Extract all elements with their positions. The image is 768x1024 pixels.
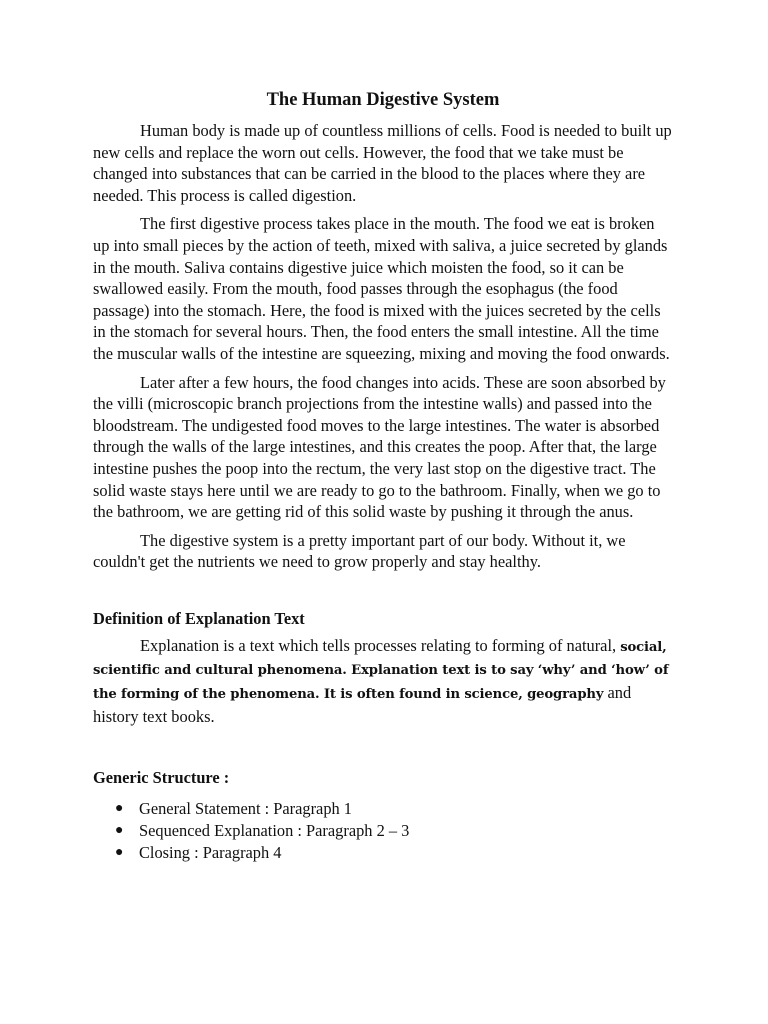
- bullet-icon: ●: [115, 823, 124, 839]
- document-title: The Human Digestive System: [266, 90, 500, 110]
- list-item-text: Closing : Paragraph 4: [139, 843, 282, 863]
- definition-line-1: Explanation is a text which tells processes relating to forming of natural,: [140, 635, 617, 655]
- generic-structure-list: [93, 798, 673, 864]
- list-item: [115, 842, 673, 864]
- definition-tail: and history text books.: [93, 683, 632, 726]
- bullet-icon: ●: [115, 801, 124, 817]
- list-item: [115, 820, 673, 842]
- definition-text: [93, 635, 673, 727]
- document-body: [93, 86, 673, 864]
- paragraph-1: Human body is made up of countless millions of cells. Food is needed to built up new cells and replace the worn out cells. However, the food that we take must be changed into substances that can be carried in the blood to the places where they are needed. This process is called digestion.: [93, 121, 672, 205]
- generic-structure-heading: Generic Structure :: [93, 768, 230, 788]
- paragraph-2: The first digestive process takes place in the mouth. The food we eat is broken up into small pieces by the action of teeth, mixed with saliva, a juice secreted by glands in the mouth. Saliva contains digestive juice which moisten the food, so it can be swallowed easily. From the mouth, food passes through the esophagus (the food passage) into the stomach. Here, the food is mixed with the juices secreted by the cells in the stomach for several hours. Then, the food enters the small intestine. All the time the muscular walls of the intestine are squeezing, mixing and moving the food onwards.: [93, 214, 670, 363]
- definition-heading: Definition of Explanation Text: [93, 608, 305, 628]
- bullet-icon: ●: [115, 845, 124, 861]
- paragraph-4: The digestive system is a pretty important part of our body. Without it, we couldn't get the nutrients we need to grow properly and stay healthy.: [93, 530, 626, 572]
- list-item: [115, 798, 673, 820]
- list-item-text: Sequenced Explanation : Paragraph 2 – 3: [139, 821, 410, 841]
- definition-bold-text: social, scientific and cultural phenomena. Explanation text is to say ‘why’ and ‘how’ of the forming of the phenomena. It is often found in science, geography: [93, 639, 669, 703]
- paragraph-3: Later after a few hours, the food changes into acids. These are soon absorbed by the villi (microscopic branch projections from the intestine walls) and passed into the bloodstream. The undigested food moves to the large intestines. The water is absorbed through the walls of the large intestines, and this creates the poop. After that, the large intestine pushes the poop into the rectum, the very last stop on the digestive tract. The solid waste stays here until we are ready to go to the bathroom. Finally, when we go to the bathroom, we are getting rid of this solid waste by pushing it through the anus.: [93, 372, 666, 522]
- list-item-text: General Statement : Paragraph 1: [139, 799, 352, 819]
